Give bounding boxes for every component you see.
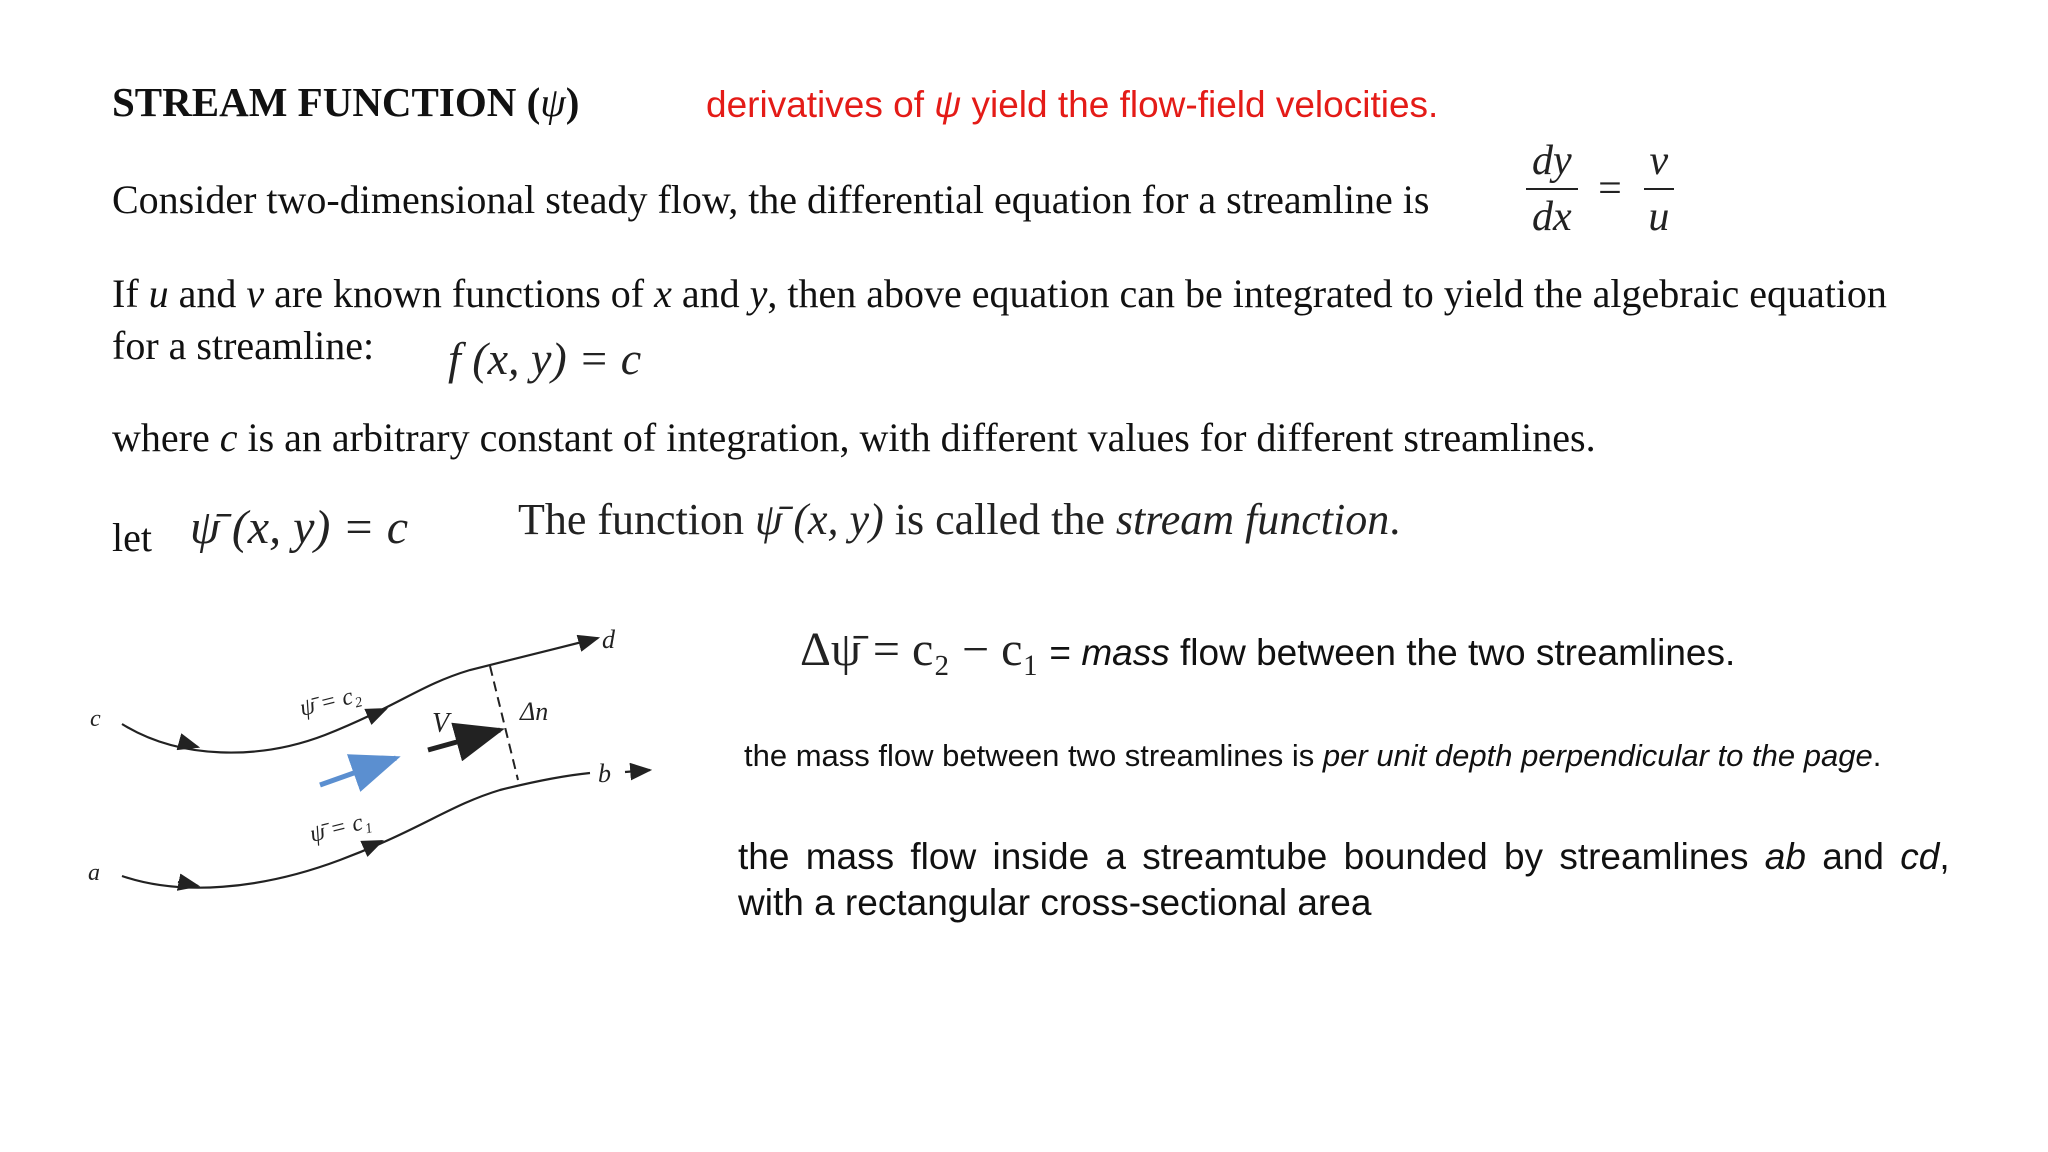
red-note-text-before: derivatives of [706, 84, 935, 125]
frac-den-u: u [1648, 194, 1670, 240]
arrowhead-upper-right [580, 638, 598, 643]
depth-italic: per unit depth perpendicular to the page [1322, 738, 1873, 773]
label-psi-c2: ψ̄ = c₂ [297, 681, 364, 722]
para-constant [112, 414, 1596, 461]
p3-c: c [219, 415, 238, 460]
label-a: a [88, 860, 100, 886]
arrowhead-upper-mid [370, 709, 386, 716]
p2-s3: are known functions of [264, 271, 655, 316]
streamtube-diagram [70, 610, 660, 910]
frac-den-dx: dx [1532, 194, 1572, 240]
p2-s2: and [168, 271, 247, 316]
depth-s1: the mass flow between two streamlines is [744, 738, 1323, 773]
p4-def-psi: ψ̄ (x, y) [755, 495, 884, 544]
p2-u: u [148, 271, 169, 316]
title-psi-symbol: ψ [540, 79, 566, 125]
algebraic-equation: f (x, y) = c [448, 333, 642, 384]
p2-v: v [246, 271, 265, 316]
streamtube-line1 [738, 834, 1950, 880]
label-psi-c1: ψ̄ = c₁ [307, 807, 374, 848]
p4-def3: . [1389, 495, 1401, 544]
delta-psi-equation: Δψ̄ = c₂ − c₁ [800, 623, 1040, 676]
arrowhead-upper-left [180, 742, 198, 747]
delta-rest: flow between the two streamlines. [1169, 632, 1736, 673]
let-label: let [112, 515, 152, 560]
label-delta-n: Δn [520, 697, 549, 726]
stream-function-equation: ψ̄ (x, y) = c [190, 501, 409, 554]
arrowhead-lower-left [178, 882, 198, 886]
p4-def-italic: stream function [1115, 495, 1390, 544]
frac-num-dy: dy [1526, 134, 1578, 190]
p2-s5: , then above equation can be integrated to yield the algebraic equation [767, 271, 1887, 316]
red-note-text-after: yield the flow-field velocities. [961, 84, 1439, 125]
streamline-equation [1526, 134, 1675, 244]
streamtube-line2: with a rectangular cross-sectional area [738, 882, 1372, 923]
stream-function-definition [518, 494, 1400, 545]
delta-mass-italic: mass [1081, 632, 1170, 673]
red-note [706, 84, 1438, 126]
streamtube-note [738, 834, 1950, 926]
p4-def2: is called the [883, 495, 1116, 544]
p4-def1: The function [518, 495, 756, 544]
label-b: b [598, 759, 611, 788]
para-integration-line1 [112, 268, 1887, 320]
title-text: STREAM FUNCTION ( [112, 79, 541, 125]
label-d: d [602, 625, 615, 654]
p2-x: x [654, 271, 672, 316]
tube-s3: , [1939, 836, 1950, 877]
p3-s1: where [112, 415, 220, 460]
delta-n-line [490, 666, 518, 780]
title-close: ) [565, 79, 580, 125]
delta-psi-line [800, 622, 1735, 677]
p2-s1: If [112, 271, 149, 316]
tube-cd: cd [1900, 836, 1940, 877]
para-integration [112, 268, 1887, 372]
delta-equals: = [1039, 632, 1082, 673]
label-c: c [90, 706, 101, 732]
tube-s1: the mass flow inside a streamtube bounded by streamlines [738, 836, 1765, 877]
para-streamline-intro: Consider two-dimensional steady flow, the differential equation for a streamline is [112, 177, 1430, 222]
label-V: V [432, 708, 450, 739]
frac-num-v: v [1644, 134, 1675, 190]
tube-s2: and [1805, 836, 1901, 877]
p3-s2: is an arbitrary constant of integration, with different values for different streamlines. [237, 415, 1596, 460]
p2-y: y [749, 271, 768, 316]
blue-flow-arrow [320, 758, 396, 785]
tube-ab: ab [1764, 836, 1806, 877]
p2-s4: and [671, 271, 750, 316]
red-note-psi: ψ [934, 84, 962, 125]
equals-sign: = [1598, 166, 1622, 212]
para-integration-line2: for a streamline: [112, 323, 375, 368]
fraction-dy-dx [1526, 134, 1578, 244]
page-title [112, 78, 579, 126]
arrowhead-lower-right [625, 770, 650, 772]
fraction-v-u [1642, 134, 1675, 244]
depth-s2: . [1872, 738, 1882, 773]
depth-note [744, 738, 1881, 774]
